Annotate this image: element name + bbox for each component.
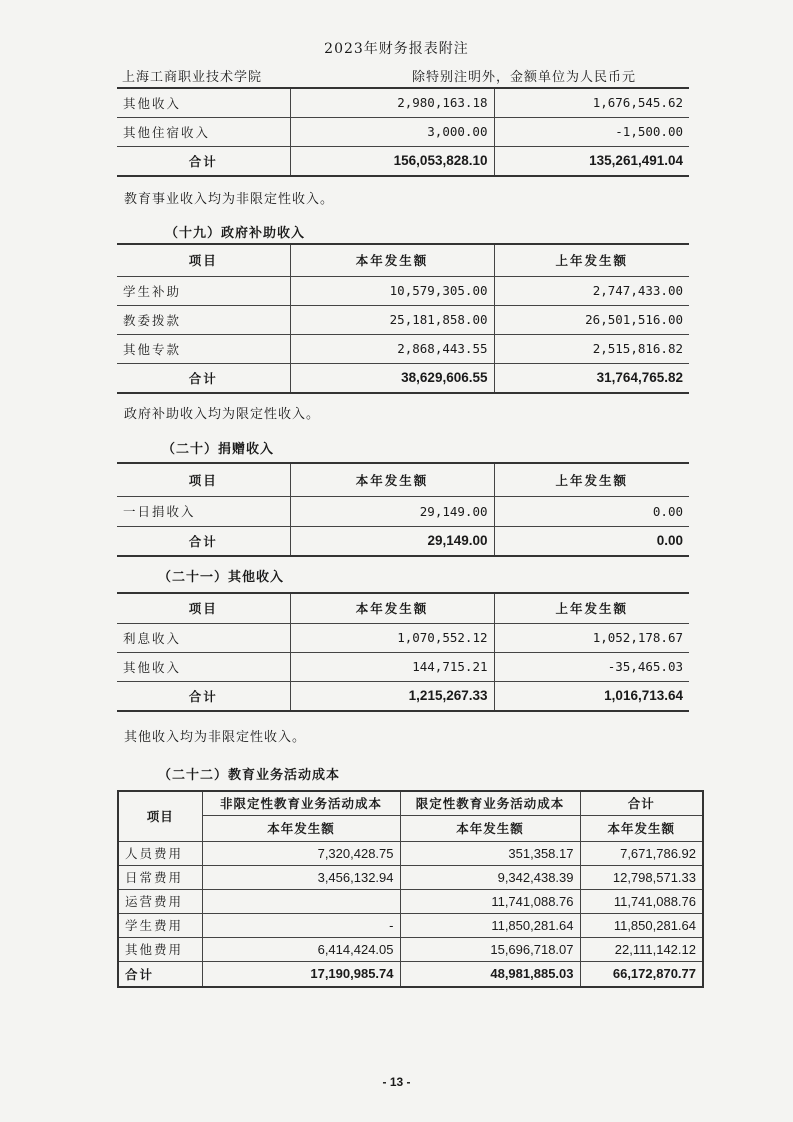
- education-income-note: 教育事业收入均为非限定性收入。: [124, 192, 335, 207]
- table-row: [117, 117, 689, 146]
- total-value: 12,798,571.33: [580, 865, 703, 889]
- current-value: 29,149.00: [290, 496, 494, 526]
- total-previous: 0.00: [656, 533, 683, 549]
- table-row: [118, 913, 703, 937]
- header-current: 本年发生额: [290, 244, 494, 276]
- total-label: 合计: [117, 146, 290, 176]
- row-label: 利息收入: [117, 623, 290, 652]
- header-previous: 上年发生额: [494, 244, 689, 276]
- unrestricted-value: -: [202, 913, 400, 937]
- table-row: [117, 305, 689, 334]
- current-value: 2,980,163.18: [290, 88, 494, 117]
- total-previous: 1,016,713.64: [604, 688, 683, 704]
- current-value: 10,579,305.00: [290, 276, 494, 305]
- total-label: 合计: [117, 681, 290, 711]
- header-current: 本年发生额: [290, 463, 494, 496]
- total-value: 22,111,142.12: [580, 937, 703, 961]
- row-label: 其他收入: [117, 88, 290, 117]
- total-current: 38,629,606.55: [290, 363, 494, 393]
- header-item: 项目: [118, 791, 202, 841]
- header-item: 项目: [117, 244, 290, 276]
- total-row: [117, 526, 689, 556]
- table-row: [118, 865, 703, 889]
- row-label: 运营费用: [118, 889, 202, 913]
- previous-value: 1,676,545.62: [494, 88, 689, 117]
- total-label: 合计: [117, 526, 290, 556]
- total-restricted: 48,981,885.03: [400, 961, 580, 987]
- restricted-value: 9,342,438.39: [400, 865, 580, 889]
- previous-value: 2,515,816.82: [494, 334, 689, 363]
- page-title: 2023年财务报表附注: [324, 41, 469, 57]
- table-row: [118, 889, 703, 913]
- current-value: 3,000.00: [290, 117, 494, 146]
- header-previous: 上年发生额: [494, 463, 689, 496]
- donation-income-table: [117, 462, 689, 557]
- unrestricted-value: [202, 889, 400, 913]
- subheader-current: 本年发生额: [580, 815, 703, 841]
- total-row: [117, 681, 689, 711]
- total-value: 11,850,281.64: [580, 913, 703, 937]
- table-row: [118, 841, 703, 865]
- current-value: 25,181,858.00: [290, 305, 494, 334]
- row-label: 其他住宿收入: [117, 117, 290, 146]
- total-label: 合计: [118, 961, 202, 987]
- row-label: 学生补助: [117, 276, 290, 305]
- restricted-value: 11,741,088.76: [400, 889, 580, 913]
- total-label: 合计: [117, 363, 290, 393]
- government-subsidy-note: 政府补助收入均为限定性收入。: [124, 407, 321, 422]
- total-grand: 66,172,870.77: [580, 961, 703, 987]
- total-row: [117, 363, 689, 393]
- row-label: 其他费用: [118, 937, 202, 961]
- previous-value: 2,747,433.00: [494, 276, 689, 305]
- page-number: - 13 -: [382, 1075, 411, 1089]
- subheader-row: [118, 815, 703, 841]
- total-row: [117, 146, 689, 176]
- other-income-table: [117, 592, 689, 712]
- table-row: [117, 496, 689, 526]
- total-unrestricted: 17,190,985.74: [202, 961, 400, 987]
- education-cost-table: [117, 790, 704, 988]
- education-income-table: [117, 87, 689, 177]
- table-row: [117, 652, 689, 681]
- table-row: [117, 88, 689, 117]
- previous-value: -1,500.00: [494, 117, 689, 146]
- header-previous: 上年发生额: [494, 593, 689, 623]
- total-value: 11,741,088.76: [580, 889, 703, 913]
- header-item: 项目: [117, 463, 290, 496]
- total-current: 29,149.00: [290, 526, 494, 556]
- total-previous: 31,764,765.82: [596, 370, 683, 386]
- table-row: [117, 623, 689, 652]
- government-subsidy-table: [117, 243, 689, 394]
- unit-note: 除特别注明外，金额单位为人民币元: [412, 70, 637, 85]
- current-value: 1,070,552.12: [290, 623, 494, 652]
- restricted-value: 11,850,281.64: [400, 913, 580, 937]
- current-value: 2,868,443.55: [290, 334, 494, 363]
- header-restricted: 限定性教育业务活动成本: [400, 791, 580, 815]
- previous-value: -35,465.03: [494, 652, 689, 681]
- subheader-current: 本年发生额: [400, 815, 580, 841]
- row-label: 其他专款: [117, 334, 290, 363]
- row-label: 一日捐收入: [117, 496, 290, 526]
- section-title-other-income: （二十一）其他收入: [158, 570, 285, 585]
- table-row: [117, 276, 689, 305]
- unrestricted-value: 3,456,132.94: [202, 865, 400, 889]
- header-row: [117, 463, 689, 496]
- header-row: [117, 244, 689, 276]
- previous-value: 1,052,178.67: [494, 623, 689, 652]
- total-row: [118, 961, 703, 987]
- header-unrestricted: 非限定性教育业务活动成本: [202, 791, 400, 815]
- total-previous: 135,261,491.04: [589, 153, 683, 169]
- subheader-current: 本年发生额: [202, 815, 400, 841]
- row-label: 学生费用: [118, 913, 202, 937]
- restricted-value: 351,358.17: [400, 841, 580, 865]
- table-row: [118, 937, 703, 961]
- other-income-note: 其他收入均为非限定性收入。: [124, 730, 307, 745]
- total-value: 7,671,786.92: [580, 841, 703, 865]
- row-label: 日常费用: [118, 865, 202, 889]
- header-current: 本年发生额: [290, 593, 494, 623]
- table-row: [117, 334, 689, 363]
- row-label: 教委拨款: [117, 305, 290, 334]
- total-current: 156,053,828.10: [290, 146, 494, 176]
- row-label: 其他收入: [117, 652, 290, 681]
- header-row: [117, 593, 689, 623]
- unrestricted-value: 7,320,428.75: [202, 841, 400, 865]
- unrestricted-value: 6,414,424.05: [202, 937, 400, 961]
- org-name: 上海工商职业技术学院: [122, 70, 263, 85]
- header-row: [118, 791, 703, 815]
- previous-value: 0.00: [494, 496, 689, 526]
- section-title-donation: （二十）捐赠收入: [162, 442, 275, 457]
- previous-value: 26,501,516.00: [494, 305, 689, 334]
- section-title-government-subsidy: （十九）政府补助收入: [165, 226, 306, 241]
- current-value: 144,715.21: [290, 652, 494, 681]
- total-current: 1,215,267.33: [290, 681, 494, 711]
- row-label: 人员费用: [118, 841, 202, 865]
- header-total: 合计: [580, 791, 703, 815]
- section-title-education-cost: （二十二）教育业务活动成本: [158, 768, 341, 783]
- header-item: 项目: [117, 593, 290, 623]
- restricted-value: 15,696,718.07: [400, 937, 580, 961]
